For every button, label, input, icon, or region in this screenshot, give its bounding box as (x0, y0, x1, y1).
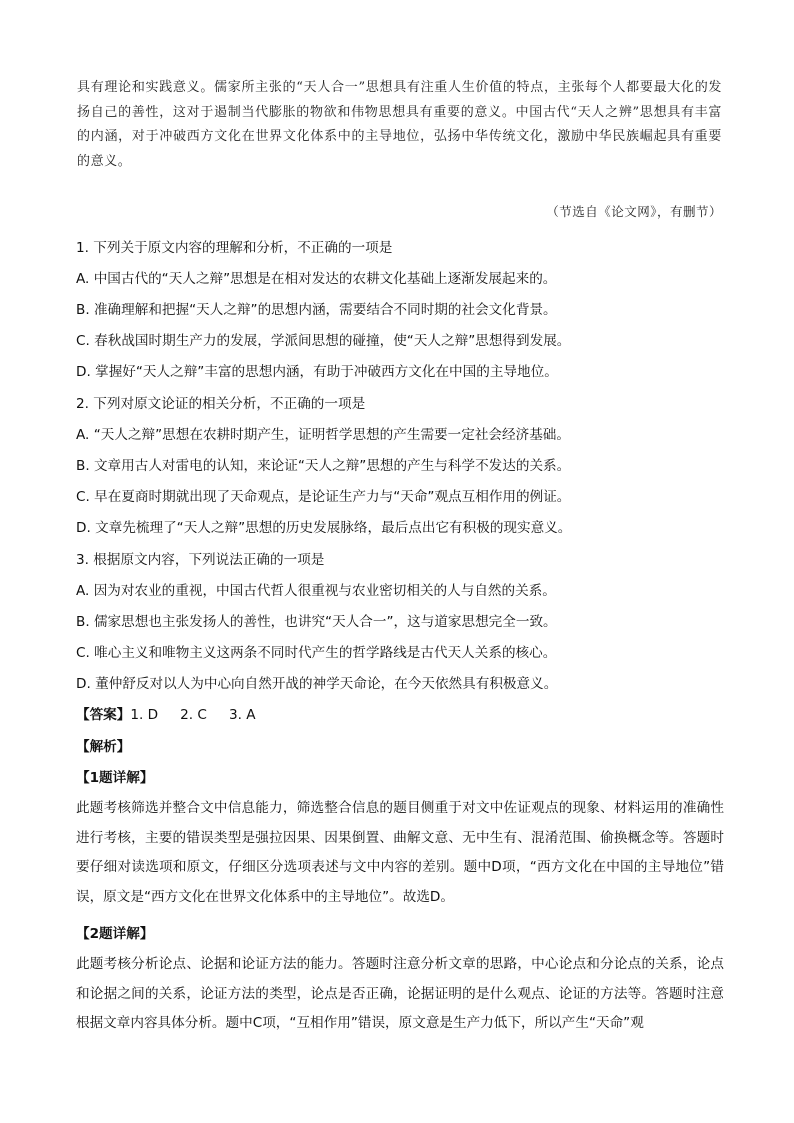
analysis-heading: 【解析】 (76, 739, 131, 755)
answer-item-3: 3. A (228, 707, 256, 723)
question-2-stem: 2. 下列对原文论证的相关分析，不正确的一项是 (76, 396, 366, 412)
question-3-option-c: C. 唯心主义和唯物主义这两条不同时代产生的哲学路线是古代天人关系的核心。 (76, 645, 557, 661)
question-2-option-c: C. 早在夏商时期就出现了天命观点，是论证生产力与“天命”观点互相作用的例证。 (76, 489, 571, 505)
question-2-option-b: B. 文章用古人对雷电的认知，来论证“天人之辩”思想的产生与科学不发达的关系。 (76, 458, 571, 474)
passage-source: （节选自《论文网》，有删节） (546, 204, 722, 219)
q1-detail-heading: 【1题详解】 (76, 770, 154, 786)
answer-line (76, 705, 256, 725)
question-3-option-a: A. 因为对农业的重视，中国古代哲人很重视与农业密切相关的人与自然的关系。 (76, 583, 556, 599)
question-1-option-d: D. 掌握好“天人之辩”丰富的思想内涵，有助于冲破西方文化在中国的主导地位。 (76, 364, 558, 380)
question-3-option-b: B. 儒家思想也主张发扬人的善性，也讲究“天人合一”，这与道家思想完全一致。 (76, 614, 557, 630)
q2-detail-heading: 【2题详解】 (76, 926, 154, 942)
question-3-option-d: D. 董仲舒反对以人为中心向自然开战的神学天命论，在今天依然具有积极意义。 (76, 676, 558, 692)
question-3-stem: 3. 根据原文内容，下列说法正确的一项是 (76, 552, 325, 568)
question-1-stem: 1. 下列关于原文内容的理解和分析，不正确的一项是 (76, 240, 393, 256)
question-1-option-a: A. 中国古代的“天人之辩”思想是在相对发达的农耕文化基础上逐渐发展起来的。 (76, 271, 557, 287)
q2-detail-text: 此题考核分析论点、论据和论证方法的能力。答题时注意分析文章的思路，中心论点和分论点的关系，论点和论据之间的关系，论证方法的类型，论点是否正确，论据证明的是什么观点、论证的方法等。答题时注意根据文章内容具体分析。题中C项，“互相作用”错误，原文意是生产力低下，所以产生“天命”观 (76, 956, 724, 1031)
answer-label: 【答案】 (76, 707, 131, 723)
answer-item-2: 2. C (180, 707, 207, 723)
question-1-option-b: B. 准确理解和把握“天人之辩”的思想内涵，需要结合不同时期的社会文化背景。 (76, 302, 557, 318)
q1-detail-text: 此题考核筛选并整合文中信息能力，筛选整合信息的题目侧重于对文中佐证观点的现象、材料运用的准确性进行考核，主要的错误类型是强拉因果、因果倒置、曲解文意、无中生有、混淆范围、偷换概念等。答题时要仔细对读选项和原文，仔细区分选项表述与文中内容的差别。题中D项，“西方文化在中国的主导地位”错误，原文是“西方文化在世界文化体系中的主导地位”。故选D。 (76, 800, 724, 905)
answer-item-1: 1. D (130, 707, 159, 723)
question-1-option-c: C. 春秋战国时期生产力的发展，学派间思想的碰撞，使“天人之辩”思想得到发展。 (76, 333, 571, 349)
question-2-option-a: A. “天人之辩”思想在农耕时期产生，证明哲学思想的产生需要一定社会经济基础。 (76, 427, 570, 443)
question-2-option-d: D. 文章先梳理了“天人之辩”思想的历史发展脉络，最后点出它有积极的现实意义。 (76, 520, 572, 536)
passage-text: 具有理论和实践意义。儒家所主张的“天人合一”思想具有注重人生价值的特点，主张每个人都要最大化的发扬自己的善性，这对于遏制当代膨胀的物欲和伟物思想具有重要的意义。中国古代“天人之辨”思想具有丰富的内涵，对于冲破西方文化在世界文化体系中的主导地位，弘扬中华传统文化，激励中华民族崛起具有重要的意义。 (77, 80, 722, 169)
